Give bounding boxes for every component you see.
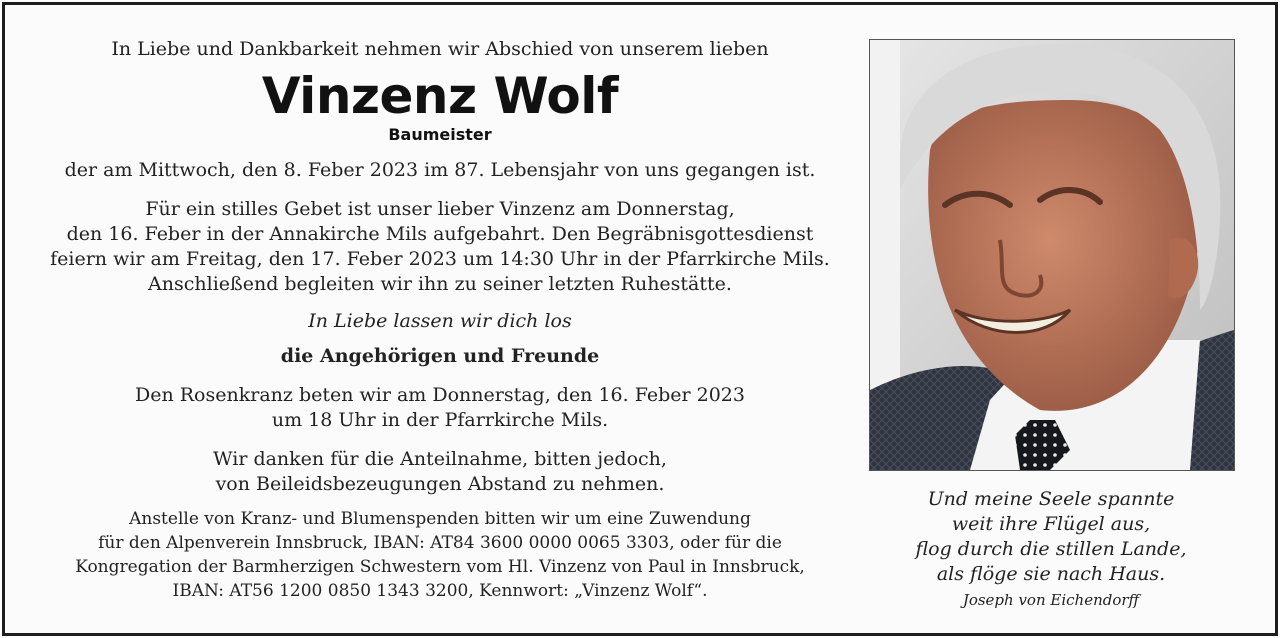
donation-line: IBAN: AT56 1200 0850 1343 3200, Kennwort: „Vinzenz Wolf“. — [172, 581, 708, 601]
poem-author: Joseph von Eichendorff — [962, 591, 1140, 609]
obituary-frame — [2, 2, 1278, 636]
intro-line: In Liebe und Dankbarkeit nehmen wir Abschied von unserem lieben — [111, 38, 769, 60]
poem-line: als flöge sie nach Haus. — [936, 563, 1166, 585]
prayer-line: den 16. Feber in der Annakirche Mils aufgebahrt. Den Begräbnisgottesdienst — [66, 223, 814, 245]
donation-line: Kongregation der Barmherzigen Schwestern vom Hl. Vinzenz von Paul in Innsbruck, — [75, 557, 805, 577]
prayer-line: feiern wir am Freitag, den 17. Feber 2023 um 14:30 Uhr in der Pfarrkirche Mils. — [50, 248, 830, 270]
rosary-block — [35, 383, 845, 433]
donation-block — [35, 507, 845, 603]
deceased-name: Vinzenz Wolf — [261, 67, 619, 125]
prayer-line: Für ein stilles Gebet ist unser lieber Vinzenz am Donnerstag, — [145, 198, 735, 220]
prayer-block — [35, 197, 845, 297]
portrait-illustration — [870, 40, 1234, 470]
donation-line: für den Alpenverein Innsbruck, IBAN: AT84 3600 0000 0065 3303, oder für die — [98, 533, 782, 553]
portrait-photo — [869, 39, 1235, 471]
farewell-line: In Liebe lassen wir dich los — [308, 310, 572, 332]
rosary-line: Den Rosenkranz beten wir am Donnerstag, den 16. Feber 2023 — [135, 384, 745, 406]
thanks-block — [35, 447, 845, 497]
poem-line: flog durch die stillen Lande, — [915, 538, 1187, 560]
poem — [869, 487, 1233, 611]
rosary-line: um 18 Uhr in der Pfarrkirche Mils. — [271, 409, 609, 431]
obituary-text — [35, 35, 845, 603]
prayer-line: Anschließend begleiten wir ihn zu seiner letzten Ruhestätte. — [148, 273, 732, 295]
poem-line: Und meine Seele spannte — [927, 488, 1175, 510]
thanks-line: Wir danken für die Anteilnahme, bitten jedoch, — [213, 448, 667, 470]
donation-line: Anstelle von Kranz- und Blumenspenden bitten wir um eine Zuwendung — [129, 509, 751, 529]
deceased-title: Baumeister — [388, 125, 492, 144]
family-line: die Angehörigen und Freunde — [280, 345, 600, 367]
poem-line: weit ihre Flügel aus, — [951, 513, 1151, 535]
death-line: der am Mittwoch, den 8. Feber 2023 im 87. Lebensjahr von uns gegangen ist. — [64, 159, 816, 181]
thanks-line: von Beileidsbezeugungen Abstand zu nehmen. — [215, 473, 665, 495]
